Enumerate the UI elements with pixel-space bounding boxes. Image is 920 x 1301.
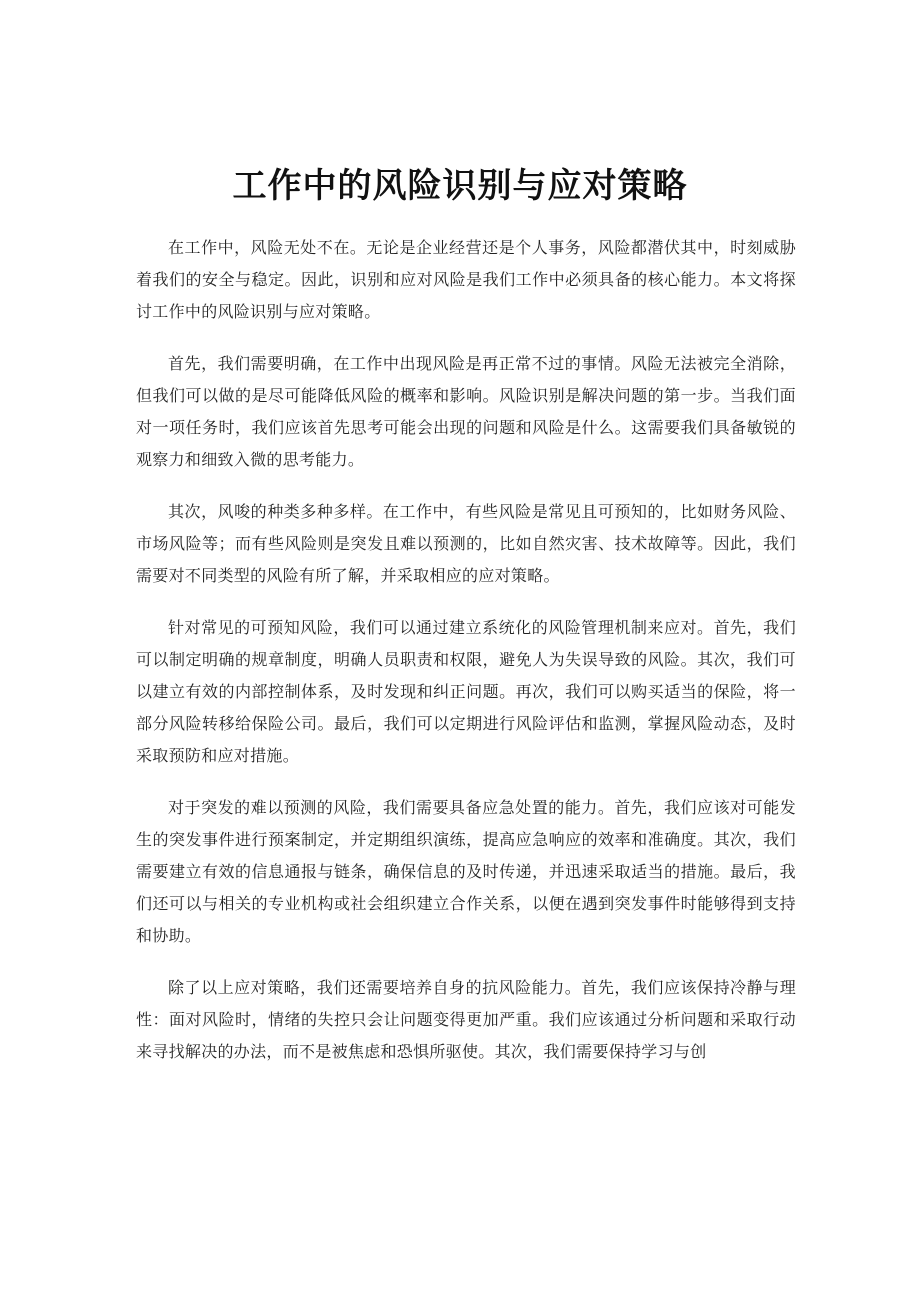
document-title: 工作中的风险识别与应对策略 [232, 166, 688, 206]
paragraph-risk-types: 其次，风唆的种类多种多样。在工作中，有些风险是常见且可预知的，比如财务风险、市场风险等；而有些风险则是突发且难以预测的，比如自然灾害、技术故障等。因此，我们需要对不同类型的风险有所了解，并采取相应的应对策略。 [136, 502, 796, 585]
paragraph-predictable-risk: 针对常见的可预知风险，我们可以通过建立系统化的风险管理机制来应对。首先，我们可以制定明确的规章制度，明确人员职责和权限，避免人为失误导致的风险。其次，我们可以建立有效的内部控制体系，及时发现和纠正问题。再次，我们可以购买适当的保险，将一部分风险转移给保险公司。最后，我们可以定期进行风险评估和监测，掌握风险动态，及时采取预防和应对措施。 [136, 618, 796, 765]
paragraph-risk-identification: 首先，我们需要明确，在工作中出现风险是再正常不过的事情。风险无法被完全消除，但我们可以做的是尽可能降低风险的概率和影响。风险识别是解决问题的第一步。当我们面对一项任务时，我们应该首先思考可能会出现的问题和风险是什么。这需要我们具备敏锐的观察力和细致入微的思考能力。 [136, 354, 796, 469]
document-body [136, 232, 796, 1088]
paragraph-intro: 在工作中，风险无处不在。无论是企业经营还是个人事务，风险都潜伏其中，时刻威胁着我们的安全与稳定。因此，识别和应对风险是我们工作中必须具备的核心能力。本文将探讨工作中的风险识别与应对策略。 [136, 238, 796, 321]
paragraph-sudden-risk: 对于突发的难以预测的风险，我们需要具备应急处置的能力。首先，我们应该对可能发生的突发事件进行预案制定，并定期组织演练，提高应急响应的效率和准确度。其次，我们需要建立有效的信息通报与链条，确保信息的及时传递，并迅速采取适当的措施。最后，我们还可以与相关的专业机构或社会组织建立合作关系，以便在遇到突发事件时能够得到支持和协助。 [136, 798, 796, 945]
paragraph-resilience: 除了以上应对策略，我们还需要培养自身的抗风险能力。首先，我们应该保持冷静与理性：面对风险时，情绪的失控只会让问题变得更加严重。我们应该通过分析问题和采取行动来寻找解决的办法，而不是被焦虑和恐惧所驱使。其次，我们需要保持学习与创 [136, 978, 796, 1061]
